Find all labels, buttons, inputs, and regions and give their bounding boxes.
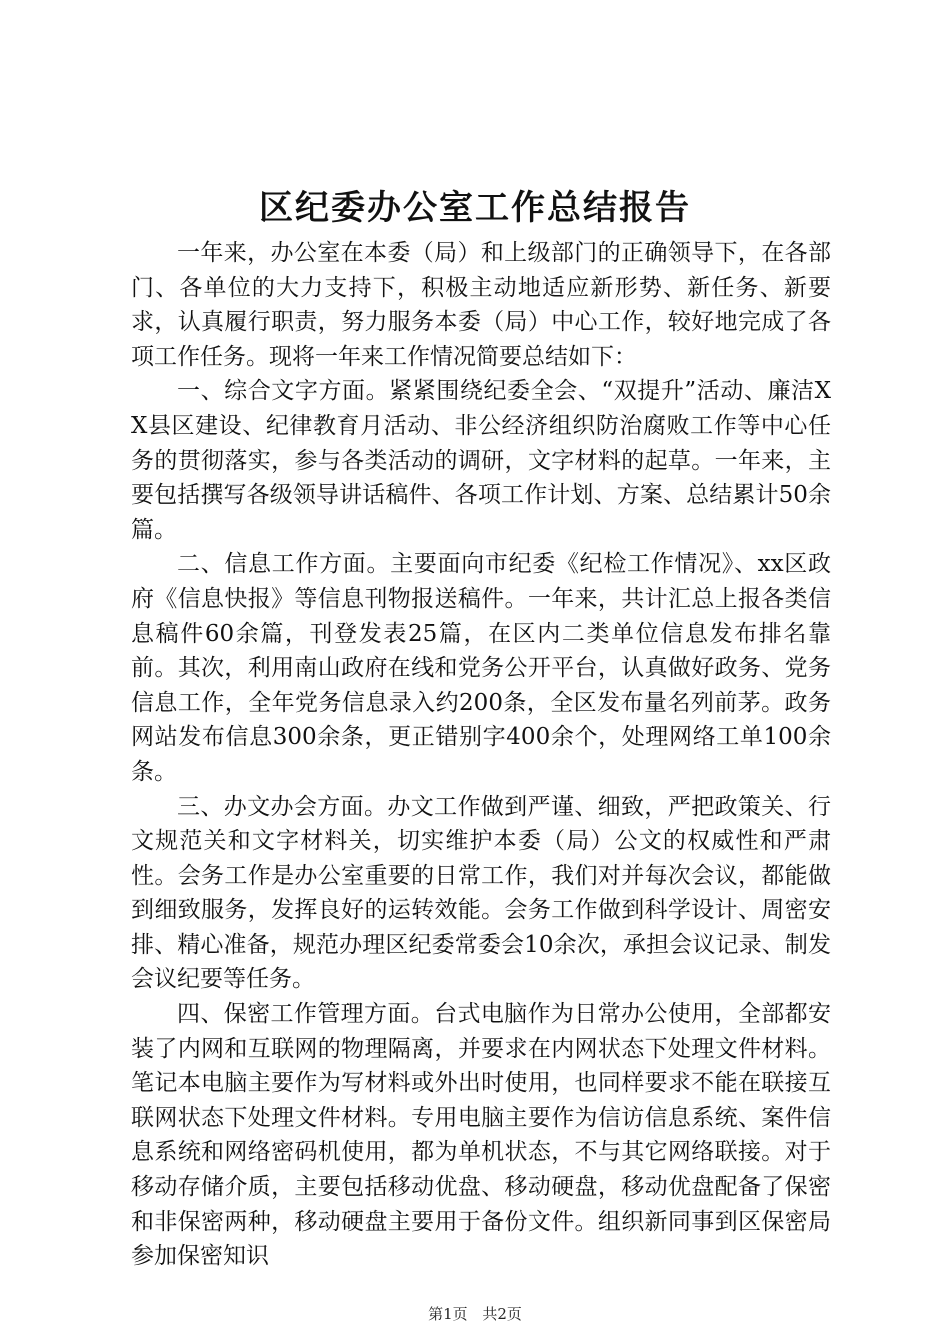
paragraph-writing: 一、综合文字方面。紧紧围绕纪委全会、“双提升”活动、廉洁XX县区建设、纪律教育月活动、非公经济组织防治腐败工作等中心任务的贯彻落实，参与各类活动的调研，文字材料的起草。一年来，主要包括撰写各级领导讲话稿件、各项工作计划、方案、总结累计50余篇。 (131, 378, 831, 543)
page-footer (0, 1304, 950, 1324)
paragraph-confidentiality: 四、保密工作管理方面。台式电脑作为日常办公使用，全部都安装了内网和互联网的物理隔离，并要求在内网状态下处理文件材料。笔记本电脑主要作为写材料或外出时使用，也同样要求不能在联接互联网状态下处理文件材料。专用电脑主要作为信访信息系统、案件信息系统和网络密码机使用，都为单机状态，不与其它网络联接。对于移动存储介质，主要包括移动优盘、移动硬盘，移动优盘配备了保密和非保密两种，移动硬盘主要用于备份文件。组织新同事到区保密局参加保密知识 (131, 1001, 831, 1270)
document-title: 区纪委办公室工作总结报告 (259, 188, 691, 228)
page-number-total: 共2页 (482, 1305, 522, 1323)
document-body (131, 236, 831, 1274)
page-number-current: 第1页 (428, 1305, 468, 1323)
paragraph-documents-meetings: 三、办文办会方面。办文工作做到严谨、细致，严把政策关、行文规范关和文字材料关，切实维护本委（局）公文的权威性和严肃性。会务工作是办公室重要的日常工作，我们对并每次会议，都能做到细致服务，发挥良好的运转效能。会务工作做到科学设计、周密安排、精心准备，规范办理区纪委常委会10余次，承担会议记录、制发会议纪要等任务。 (131, 793, 831, 993)
paragraph-intro: 一年来，办公室在本委（局）和上级部门的正确领导下，在各部门、各单位的大力支持下，积极主动地适应新形势、新任务、新要求，认真履行职责，努力服务本委（局）中心工作，较好地完成了各项工作任务。现将一年来工作情况简要总结如下： (131, 240, 831, 370)
paragraph-information: 二、信息工作方面。主要面向市纪委《纪检工作情况》、xx区政府《信息快报》等信息刊物报送稿件。一年来，共计汇总上报各类信息稿件60余篇，刊登发表25篇，在区内二类单位信息发布排名靠前。其次，利用南山政府在线和党务公开平台，认真做好政务、党务信息工作，全年党务信息录入约200条，全区发布量名列前茅。政务网站发布信息300余条，更正错别字400余个，处理网络工单100余条。 (131, 551, 831, 785)
